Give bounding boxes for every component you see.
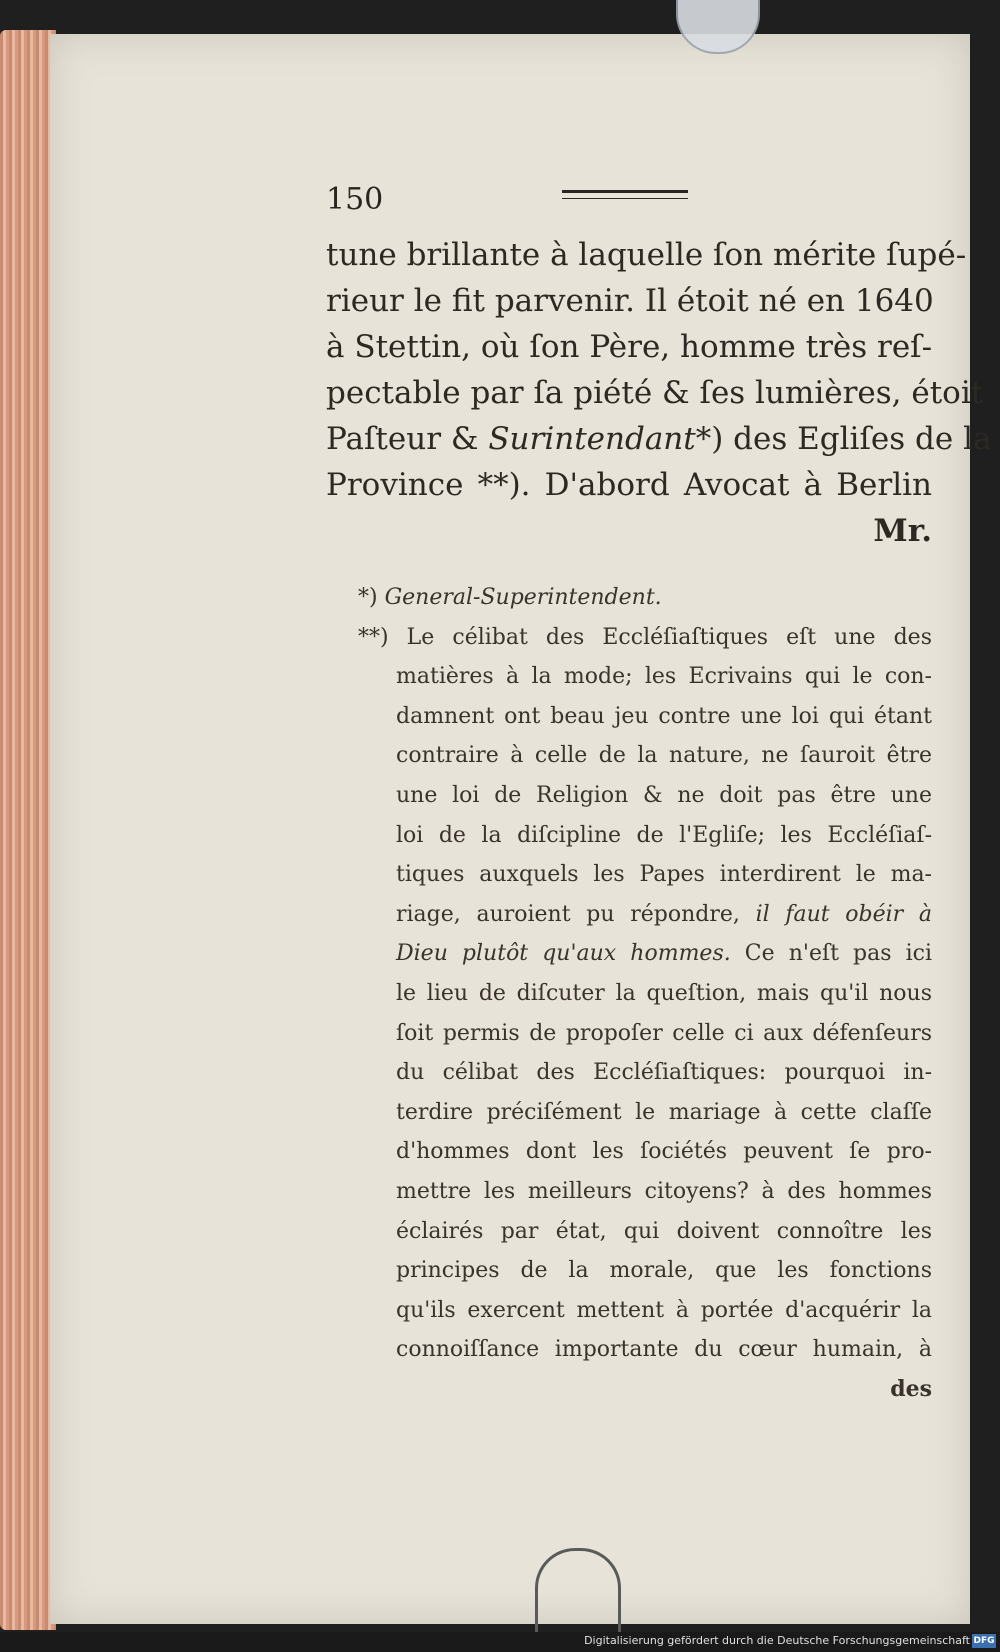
footnote-2-line-5: une loi de Religion & ne doit pas être une bbox=[396, 782, 932, 808]
footnote-2-line-10: le lieu de diſcuter la queſtion, mais qu'il nous bbox=[396, 980, 932, 1006]
footer-credit: Digitalisierung gefördert durch die Deutsche Forschungsgemeinschaft bbox=[584, 1634, 970, 1647]
footnote-catchword: des bbox=[890, 1375, 932, 1402]
footnote-2-line-19: connoiſſance importante du cœur humain, à bbox=[396, 1337, 932, 1363]
footnote-2-line-3: damnent ont beau jeu contre une loi qui étant bbox=[396, 703, 932, 729]
footnote-2-line-8-start: riage, auroient pu répondre, bbox=[396, 901, 740, 927]
page-edges bbox=[0, 30, 56, 1630]
page-number: 150 bbox=[326, 182, 384, 217]
footnote-2-line-9-italic: Dieu plutôt qu'aux hommes. bbox=[396, 941, 731, 967]
main-line-4: pectable par ſa piété & ſes lumières, étoit bbox=[326, 375, 984, 411]
footnote-2-line-1: **) Le célibat des Eccléſiaſtiques eſt une des bbox=[358, 624, 932, 650]
footnote-2-line-11: ſoit permis de propoſer celle ci aux défenſeurs bbox=[396, 1020, 932, 1046]
footnote-2-line-7: tiques auxquels les Papes interdirent le ma- bbox=[396, 862, 932, 888]
main-line-3: à Stettin, où ſon Père, homme très reſ- bbox=[326, 329, 933, 365]
footnote-2-line-13: terdire préciſément le mariage à cette claſſe bbox=[396, 1099, 932, 1125]
main-line-5-italic: Surintendant bbox=[488, 421, 696, 457]
footnote-2-line-8 bbox=[358, 895, 932, 935]
footnote-2-line-4: contraire à celle de la nature, ne ſauroit être bbox=[396, 743, 932, 769]
main-line-5-start: Paſteur & bbox=[326, 421, 489, 457]
footnote-2-line-14: d'hommes dont les ſociétés peuvent ſe pro- bbox=[396, 1139, 932, 1165]
footnotes bbox=[358, 578, 932, 1409]
main-line-5-end: *) des Egliſes de la bbox=[695, 421, 992, 457]
footnote-1-text: General-Superintendent. bbox=[384, 585, 662, 610]
footnote-2-line-2: matières à la mode; les Ecrivains qui le con- bbox=[396, 664, 932, 690]
header-rule bbox=[562, 190, 688, 199]
page-header bbox=[326, 182, 688, 217]
footnote-1 bbox=[358, 578, 932, 618]
footnote-2-line-12: du célibat des Eccléſiaſtiques: pourquoi in- bbox=[396, 1060, 932, 1086]
main-catchword: Mr. bbox=[873, 513, 932, 549]
footnote-2-line-18: qu'ils exercent mettent à portée d'acquérir la bbox=[396, 1297, 932, 1323]
footnote-2-line-6: loi de la diſcipline de l'Egliſe; les Eccléſiaſ- bbox=[396, 822, 932, 848]
main-text bbox=[326, 232, 992, 554]
main-line-5 bbox=[326, 416, 992, 462]
footnote-1-marker: *) bbox=[358, 585, 385, 610]
footnote-2-line-9-rest: Ce n'eſt pas ici bbox=[730, 941, 932, 967]
main-line-1: tune brillante à laquelle ſon mérite ſupé- bbox=[326, 237, 967, 273]
footnote-2-line-15: mettre les meilleurs citoyens? à des hommes bbox=[396, 1178, 932, 1204]
footnote-2-line-8-italic: il faut obéir à bbox=[755, 901, 932, 927]
footnote-2-line-17: principes de la morale, que les fonctions bbox=[396, 1258, 932, 1284]
dfg-logo: DFG bbox=[973, 1636, 995, 1646]
bottom-page-clip bbox=[535, 1548, 621, 1635]
footnote-2-line-9 bbox=[358, 934, 932, 974]
main-line-2: rieur le fit parvenir. Il étoit né en 1640 bbox=[326, 283, 934, 319]
main-line-6: Province **). D'abord Avocat à Berlin bbox=[326, 467, 932, 503]
footnote-2-line-16: éclairés par état, qui doivent connoître les bbox=[396, 1218, 932, 1244]
